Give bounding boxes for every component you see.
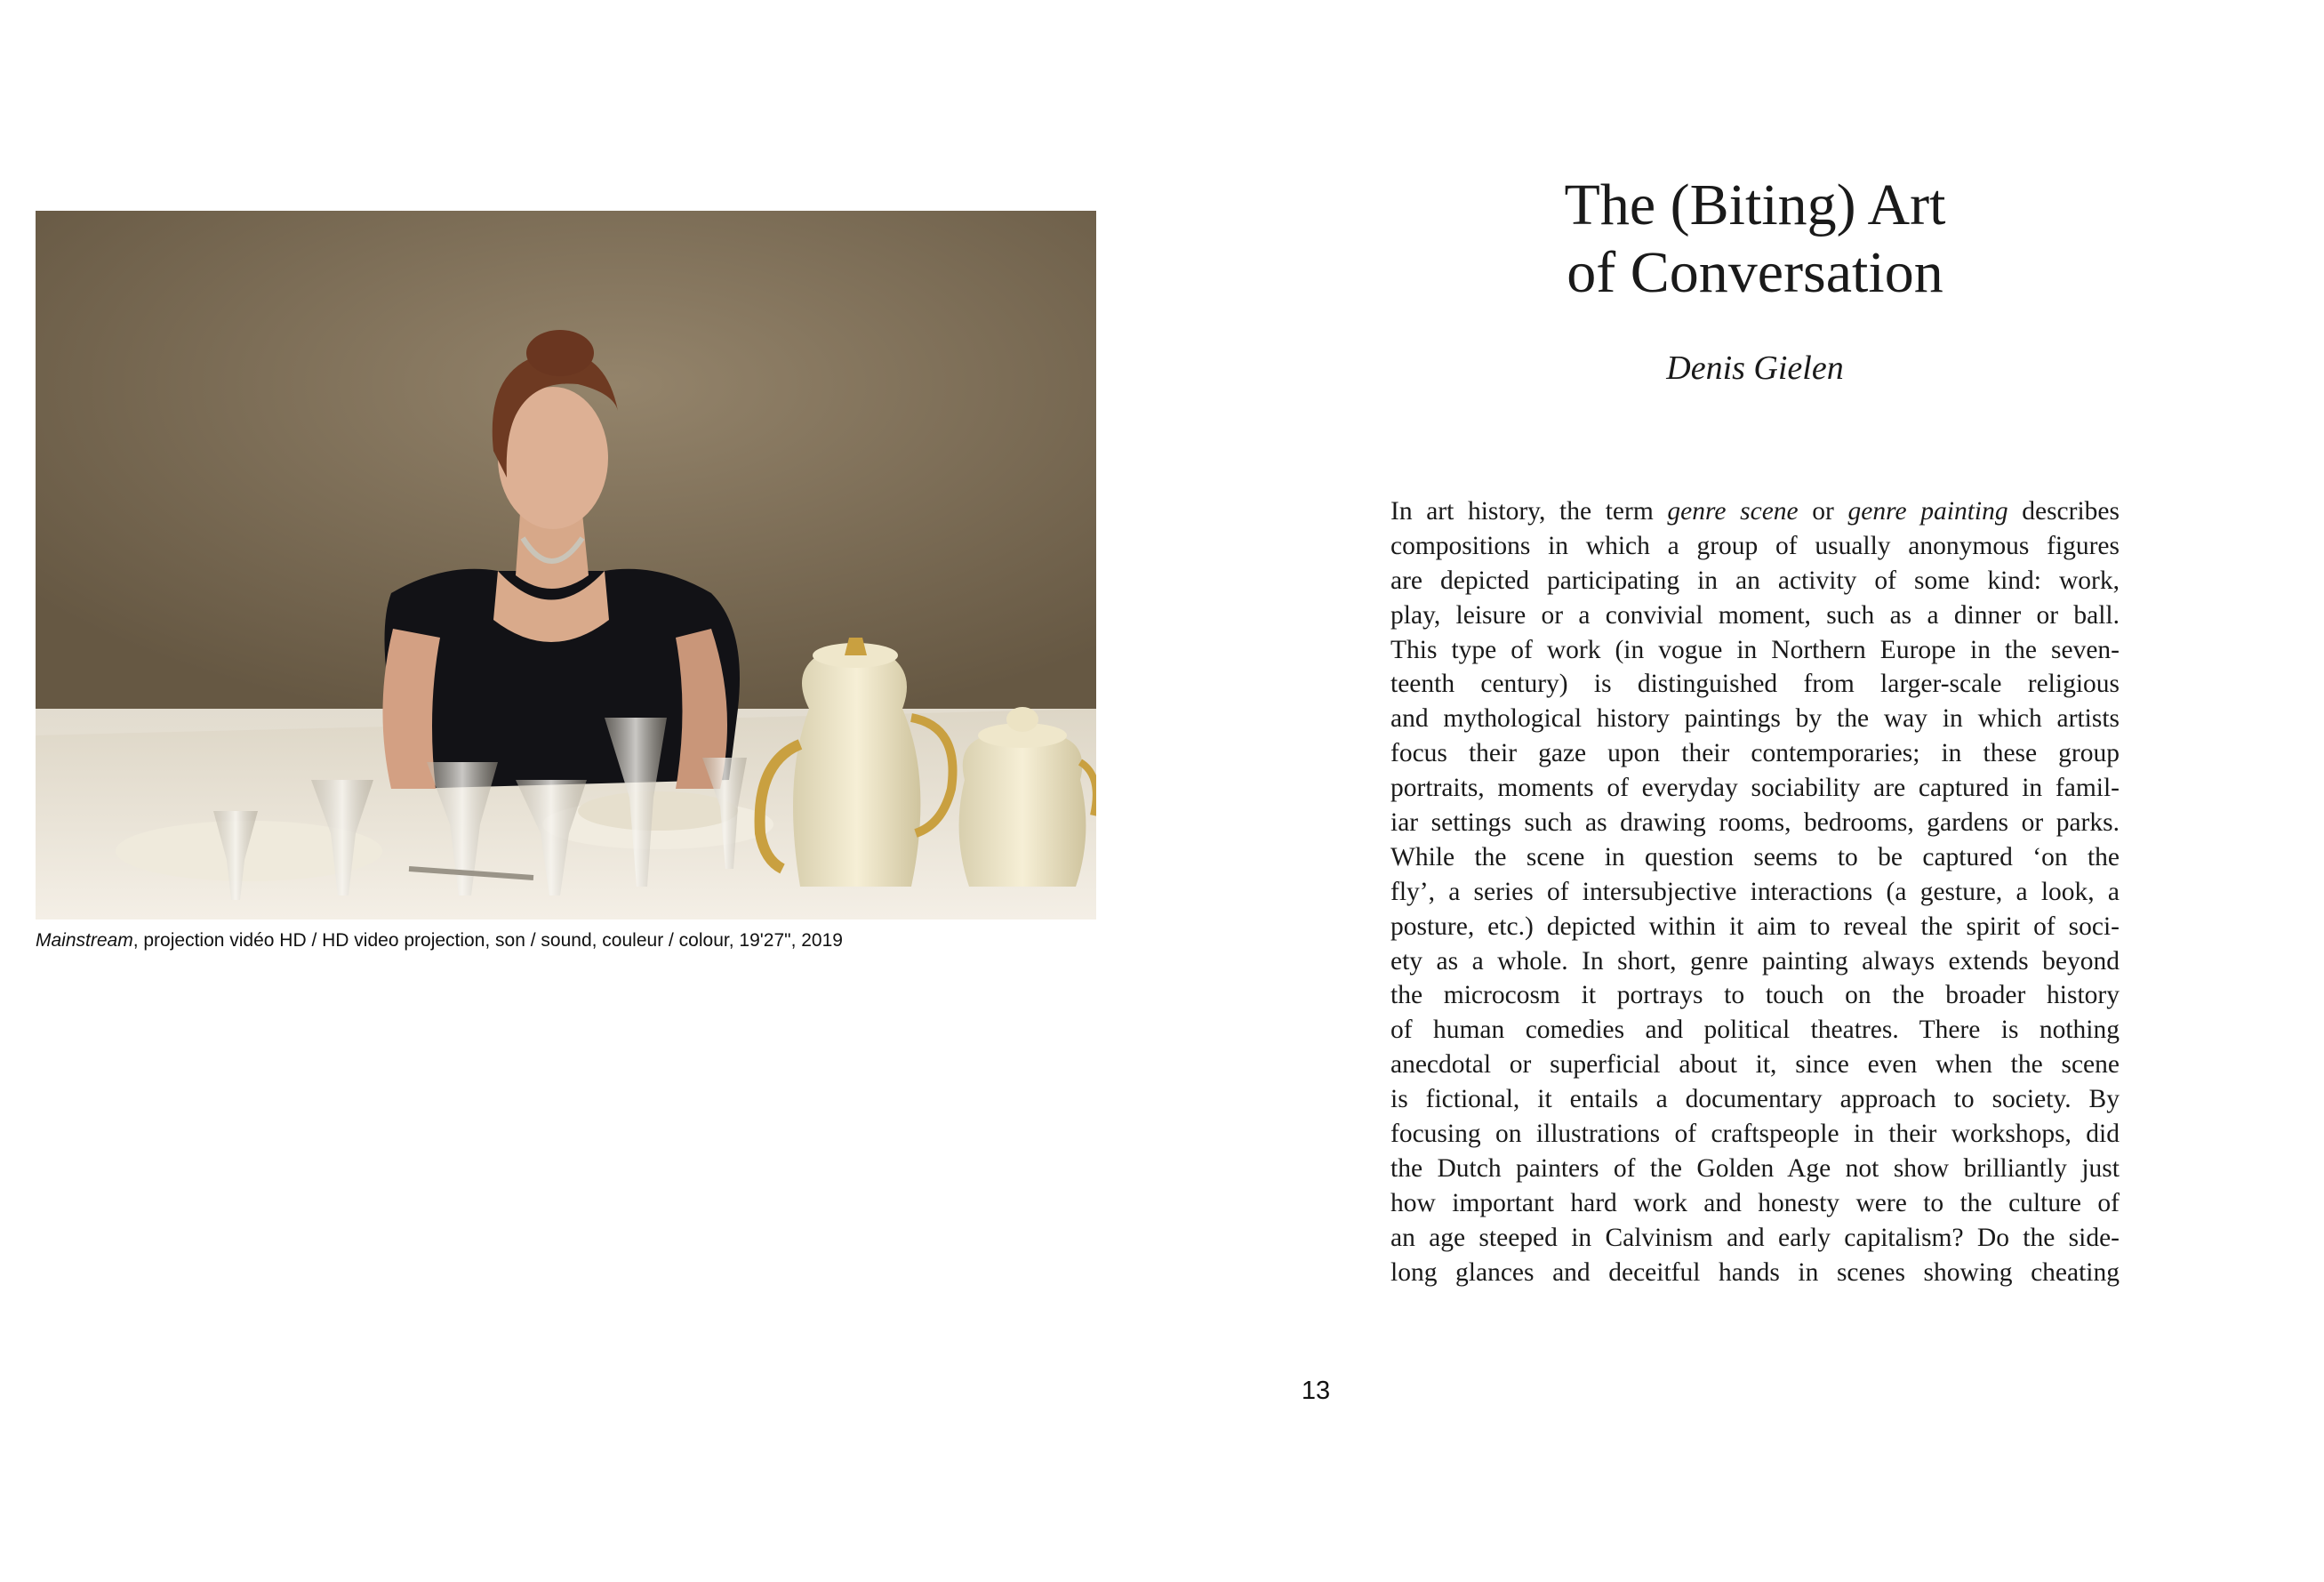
- body-line: the microcosm it portrays to touch on the broader history: [1390, 981, 2120, 1010]
- bowl-center: [578, 791, 738, 831]
- body-line: ety as a whole. In short, genre painting always extends beyond: [1390, 946, 2120, 976]
- body-line: This type of work (in vogue in Northern Europe in the seven-: [1390, 635, 2120, 664]
- body-line: compositions in which a group of usually anonymous figures: [1390, 531, 2120, 560]
- article-title: [1387, 172, 2123, 307]
- body-line: an age steeped in Calvinism and early capitalism? Do the side-: [1390, 1223, 2120, 1252]
- body-line: how important hard work and honesty were to the culture of: [1390, 1188, 2120, 1217]
- body-line-1: In art history, the term genre scene or genre painting describes: [1390, 497, 2120, 526]
- caption-details: , projection vidéo HD / HD video projection, son / sound, couleur / colour, 19'27", 2019: [132, 930, 843, 951]
- page-number: 13: [1301, 1377, 1331, 1405]
- title-line-1: The (Biting) Art: [1564, 173, 1946, 237]
- body-line: fly’, a series of intersubjective interactions (a gesture, a look, a: [1390, 877, 2120, 906]
- body-line: posture, etc.) depicted within it aim to reveal the spirit of soci-: [1390, 911, 2120, 941]
- photo-caption: [36, 930, 1096, 952]
- body-line: teenth century) is distinguished from larger-scale religious: [1390, 670, 2120, 699]
- body-line: focusing on illustrations of craftspeople in their workshops, did: [1390, 1120, 2120, 1149]
- hair-bun: [526, 330, 594, 376]
- body-line: are depicted participating in an activity of some kind: work,: [1390, 566, 2120, 595]
- body-line: While the scene in question seems to be captured ‘on the: [1390, 842, 2120, 871]
- body-line-last: long glances and deceitful hands in scenes showing cheating: [1390, 1257, 2120, 1287]
- body-line: iar settings such as drawing rooms, bedrooms, gardens or parks.: [1390, 808, 2120, 838]
- body-line: is fictional, it entails a documentary approach to society. By: [1390, 1085, 2120, 1114]
- body-line: play, leisure or a convivial moment, such as a dinner or ball.: [1390, 600, 2120, 630]
- article-body: [1390, 494, 2120, 1289]
- body-line: focus their gaze upon their contemporaries; in these group: [1390, 739, 2120, 768]
- title-line-2: of Conversation: [1567, 240, 1943, 305]
- caption-work-title: Mainstream: [36, 930, 133, 951]
- body-line: and mythological history paintings by the way in which artists: [1390, 704, 2120, 734]
- body-line: the Dutch painters of the Golden Age not show brilliantly just: [1390, 1153, 2120, 1183]
- body-line: portraits, moments of everyday sociability are captured in famil-: [1390, 774, 2120, 803]
- article-photo: [36, 211, 1096, 919]
- body-line: of human comedies and political theatres. There is nothing: [1390, 1016, 2120, 1045]
- article-author: Denis Gielen: [1666, 349, 1844, 387]
- body-line: anecdotal or superficial about it, since even when the scene: [1390, 1050, 2120, 1080]
